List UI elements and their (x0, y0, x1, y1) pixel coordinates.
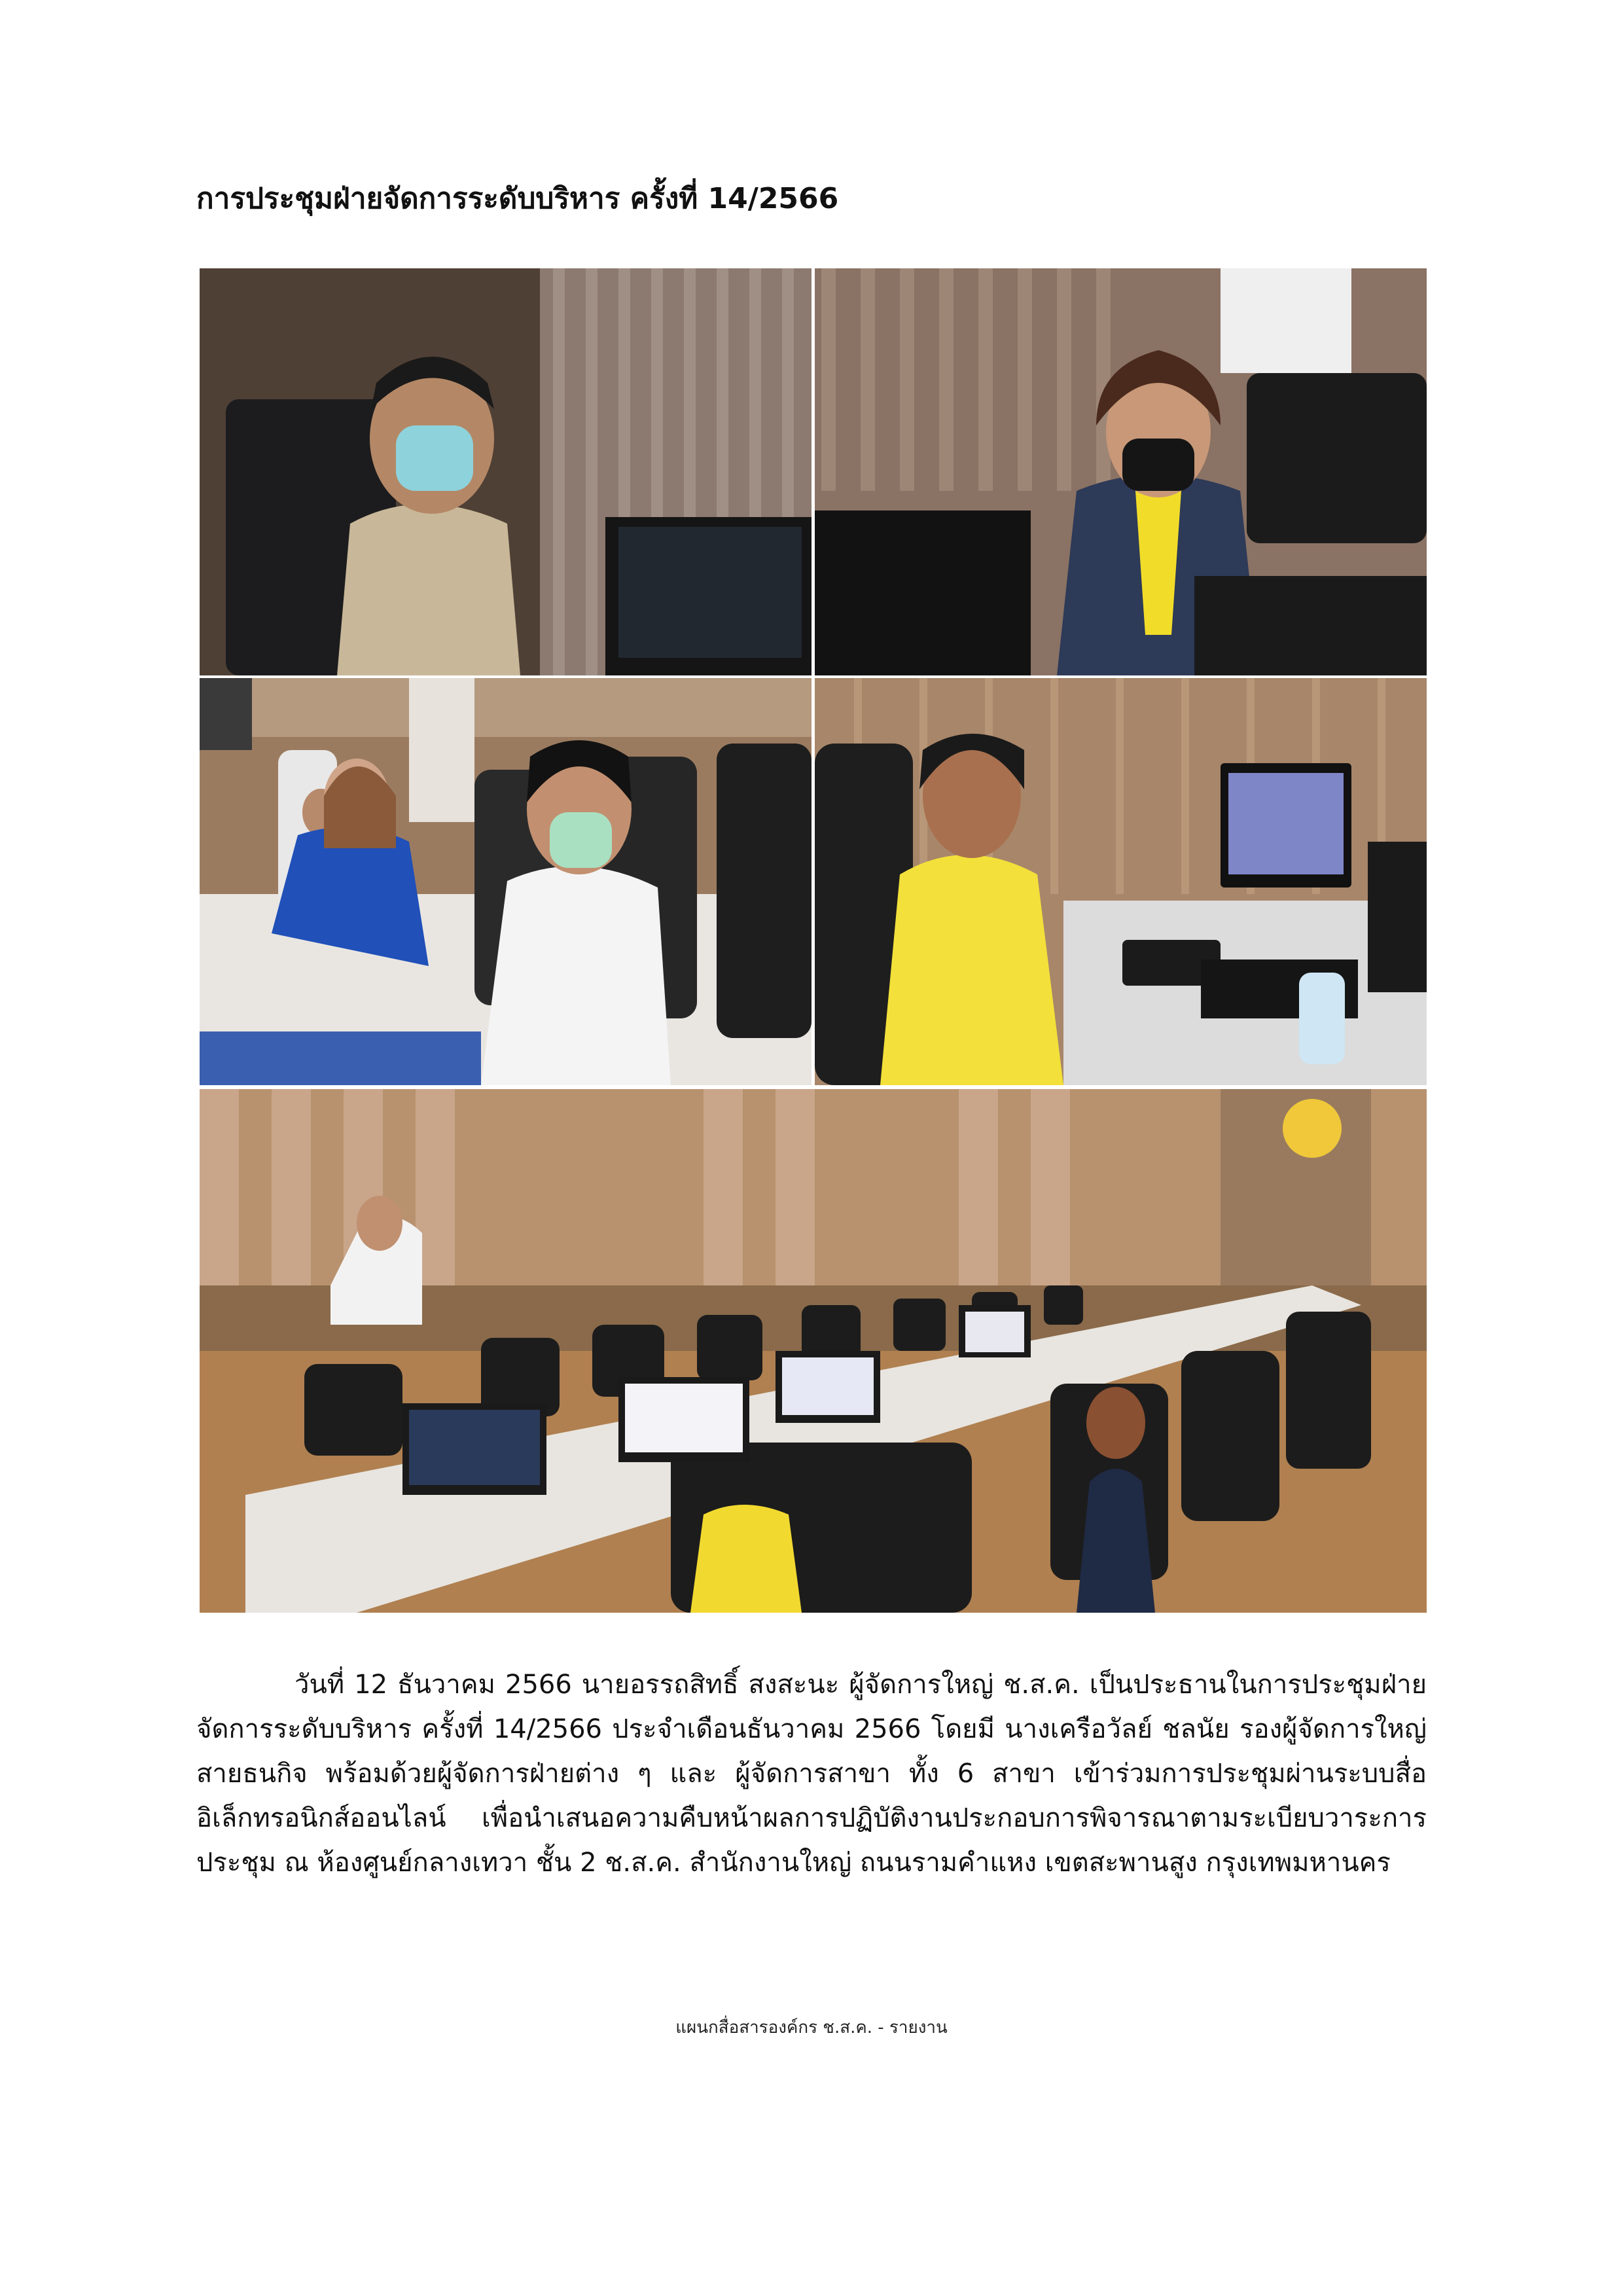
photo-chairman (200, 268, 812, 675)
photo-deputy (815, 268, 1427, 675)
photo-meeting-room (200, 1089, 1427, 1613)
document-title: การประชุมฝ่ายจัดการระดับบริหาร ครั้งที่ 14/2566 (196, 182, 839, 215)
photo-presenter (815, 678, 1427, 1085)
photo-attendees (200, 678, 812, 1085)
body-paragraph: วันที่ 12 ธันวาคม 2566 นายอรรถสิทธิ์ สงสะนะ ผู้จัดการใหญ่ ช.ส.ค. เป็นประธานในการประชุมฝ่ายจัดการระดับบริหาร ครั้งที่ 14/2566 ประจำเดือนธันวาคม 2566 โดยมี นางเครือวัลย์ ชลนัย รองผู้จัดการใหญ่สายธนกิจ พร้อมด้วยผู้จัดการฝ่ายต่าง ๆ และ ผู้จัดการสาขา ทั้ง 6 สาขา เข้าร่วมการประชุมผ่านระบบสื่ออิเล็กทรอนิกส์ออนไลน์ เพื่อนำเสนอความคืบหน้าผลการปฏิบัติงานประกอบการพิจารณาตามระเบียบวาระการประชุม ณ ห้องศูนย์กลางเทวา ชั้น 2 ช.ส.ค. สำนักงานใหญ่ ถนนรามคำแหง เขตสะพานสูง กรุงเทพมหานคร (196, 1670, 1427, 1878)
footer-credit: แผนกสื่อสารองค์กร ช.ส.ค. - รายงาน (675, 2018, 948, 2037)
